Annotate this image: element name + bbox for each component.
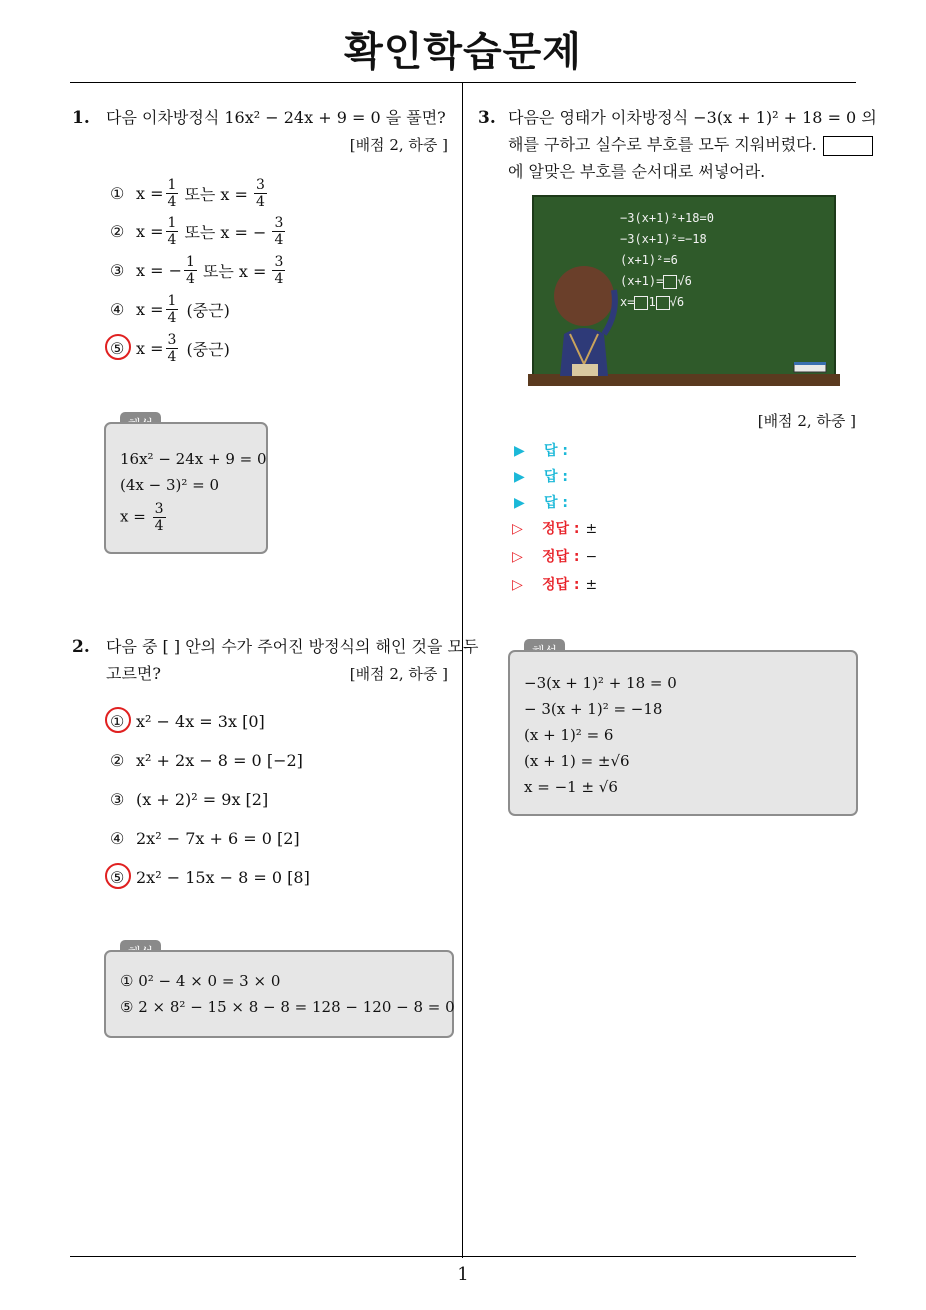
marker-icon: ▷: [512, 577, 523, 593]
fraction-denominator: 4: [186, 271, 195, 287]
option-1[interactable]: [110, 712, 265, 731]
question-1-points: [배점 2, 하중 ]: [349, 136, 448, 154]
page-number: 1: [457, 1264, 469, 1285]
marker-icon: ▶: [514, 469, 525, 485]
fraction-numerator: 1: [186, 254, 195, 270]
marker-icon: ▶: [514, 443, 525, 459]
fraction: [166, 294, 179, 325]
question-3-points: [배점 2, 하중 ]: [757, 412, 856, 430]
option-text: x² + 2x − 8 = 0 [−2]: [136, 751, 303, 770]
question-3-text-line2: [508, 131, 873, 158]
option-text: x =: [136, 300, 164, 319]
question-1-number: 1.: [72, 108, 90, 128]
answer-label: 답 :: [544, 469, 568, 485]
explain-line-text: x =: [120, 507, 146, 526]
answer-label: 정답 :: [542, 521, 580, 537]
answer-value: ±: [585, 521, 598, 537]
option-text: x =: [136, 339, 164, 358]
answer-row: [514, 466, 574, 486]
question-2-text-line1: 다음 중 [ ] 안의 수가 주어진 방정식의 해인 것을 모두: [106, 637, 479, 656]
option-number: ③: [110, 261, 125, 280]
fraction: [166, 178, 179, 209]
board-sqrt: √6: [669, 295, 685, 309]
fraction-numerator: 3: [167, 332, 177, 348]
option-number: ①: [110, 184, 125, 203]
marker-icon: ▷: [512, 549, 523, 565]
board-text: [620, 208, 714, 313]
answer-label: 정답 :: [542, 577, 580, 593]
question-3-text-line1: 다음은 영태가 이차방정식 −3(x + 1)² + 18 = 0 의: [508, 108, 877, 127]
explain-line: x = −1 ± √6: [524, 778, 618, 796]
marker-icon: ▷: [512, 521, 523, 537]
option-text: x² − 4x = 3x [0]: [136, 712, 265, 731]
option-5[interactable]: [110, 868, 310, 887]
option-text: (x + 2)² = 9x [2]: [136, 790, 269, 809]
explain-line: (x + 1) = ±√6: [524, 752, 630, 770]
option-text: 또는 x =: [202, 262, 267, 281]
chalkboard-illustration: [528, 194, 840, 388]
option-4[interactable]: [110, 829, 300, 848]
fraction-denominator: 4: [167, 232, 177, 248]
fraction-numerator: 3: [274, 215, 284, 231]
option-3[interactable]: [110, 255, 287, 286]
fraction-denominator: 4: [154, 518, 164, 534]
board-line: (x+1)²=6: [620, 253, 678, 267]
question-3-text-line3: 에 알맞은 부호를 순서대로 써넣어라.: [508, 162, 766, 181]
question-2-points: [배점 2, 하중 ]: [349, 665, 448, 683]
board-one: 1: [648, 295, 656, 309]
option-text: (중근): [186, 301, 230, 320]
explain-line: −3(x + 1)² + 18 = 0: [524, 674, 677, 692]
question-1-explain-box: [104, 422, 268, 554]
option-number: ②: [110, 222, 125, 241]
fraction: [166, 216, 179, 247]
option-2[interactable]: [110, 751, 303, 770]
marker-icon: ▶: [514, 495, 525, 511]
question-2-text-line2: 고르면?: [106, 664, 161, 683]
column-divider: [462, 82, 463, 1258]
fraction-denominator: 4: [167, 349, 177, 365]
explain-line: ① 0² − 4 × 0 = 3 × 0: [120, 972, 281, 990]
board-line: [620, 271, 714, 292]
blank-box: [823, 136, 873, 156]
question-2-explain-box: [104, 950, 454, 1038]
correct-answer-row: [512, 518, 597, 538]
bottom-rule: [70, 1256, 856, 1257]
board-blank: [656, 296, 670, 310]
board-blank: [634, 296, 648, 310]
fraction-numerator: 1: [167, 215, 177, 231]
question-3-explain-box: [508, 650, 858, 816]
question-3-text-line2-text: 해를 구하고 실수로 부호를 모두 지워버렸다.: [508, 135, 817, 154]
option-number: ④: [110, 300, 125, 319]
option-4[interactable]: [110, 294, 230, 325]
board-line-text: x=: [620, 295, 635, 309]
option-number: ③: [110, 790, 125, 809]
fraction: [184, 255, 197, 286]
option-2[interactable]: [110, 216, 287, 247]
correct-answer-row: [512, 574, 597, 594]
fraction-numerator: 3: [255, 177, 265, 193]
explain-line: [120, 502, 168, 533]
option-text: 또는 x =: [184, 185, 248, 204]
option-1[interactable]: [110, 178, 269, 209]
option-text: x =: [136, 184, 164, 203]
answer-value: ±: [585, 577, 598, 593]
option-text: 2x² − 7x + 6 = 0 [2]: [136, 829, 300, 848]
option-text: (중근): [186, 340, 230, 359]
fraction: [272, 255, 285, 286]
fraction: [272, 216, 285, 247]
fraction: [254, 178, 267, 209]
explain-line: − 3(x + 1)² = −18: [524, 700, 663, 718]
option-text: 또는 x = −: [184, 223, 267, 242]
explain-line: (x + 1)² = 6: [524, 726, 614, 744]
board-line-text: (x+1)=: [620, 274, 664, 288]
answer-value: −: [585, 549, 598, 565]
question-1-text: 다음 이차방정식 16x² − 24x + 9 = 0 을 풀면?: [106, 108, 446, 127]
fraction-denominator: 4: [274, 271, 284, 287]
question-2-number: 2.: [72, 637, 90, 657]
option-number: ①: [110, 712, 136, 731]
explain-line: 16x² − 24x + 9 = 0: [120, 450, 267, 468]
fraction-denominator: 4: [167, 310, 177, 326]
option-3[interactable]: [110, 790, 268, 809]
board-line: [620, 292, 714, 313]
option-number: ④: [110, 829, 125, 848]
board-line: −3(x+1)²+18=0: [620, 211, 714, 225]
answer-label: 정답 :: [542, 549, 580, 565]
option-5[interactable]: [110, 333, 230, 364]
answer-label: 답 :: [544, 443, 568, 459]
explain-line: (4x − 3)² = 0: [120, 476, 220, 494]
answer-row: [514, 440, 574, 460]
correct-answer-row: [512, 546, 597, 566]
fraction-numerator: 1: [167, 177, 177, 193]
explain-line: ⑤ 2 × 8² − 15 × 8 − 8 = 128 − 120 − 8 = 0: [120, 998, 455, 1016]
fraction: [166, 333, 179, 364]
board-line: −3(x+1)²=−18: [620, 232, 707, 246]
fraction-denominator: 4: [255, 194, 265, 210]
board-blank: [663, 275, 677, 289]
page-title: 확인학습문제: [344, 29, 582, 75]
option-number: ⑤: [110, 339, 136, 358]
fraction-numerator: 3: [154, 501, 164, 517]
fraction-denominator: 4: [167, 194, 177, 210]
option-text: x = −: [136, 261, 183, 280]
board-sqrt: √6: [677, 274, 692, 288]
option-number: ②: [110, 751, 125, 770]
option-number: ⑤: [110, 868, 136, 887]
fraction-numerator: 3: [274, 254, 284, 270]
answer-row: [514, 492, 574, 512]
question-3-number: 3.: [478, 108, 496, 128]
top-rule: [70, 82, 856, 83]
fraction: [153, 502, 166, 533]
fraction-denominator: 4: [274, 232, 284, 248]
answer-label: 답 :: [544, 495, 568, 511]
option-text: x =: [136, 222, 164, 241]
fraction-numerator: 1: [167, 293, 177, 309]
option-text: 2x² − 15x − 8 = 0 [8]: [136, 868, 310, 887]
